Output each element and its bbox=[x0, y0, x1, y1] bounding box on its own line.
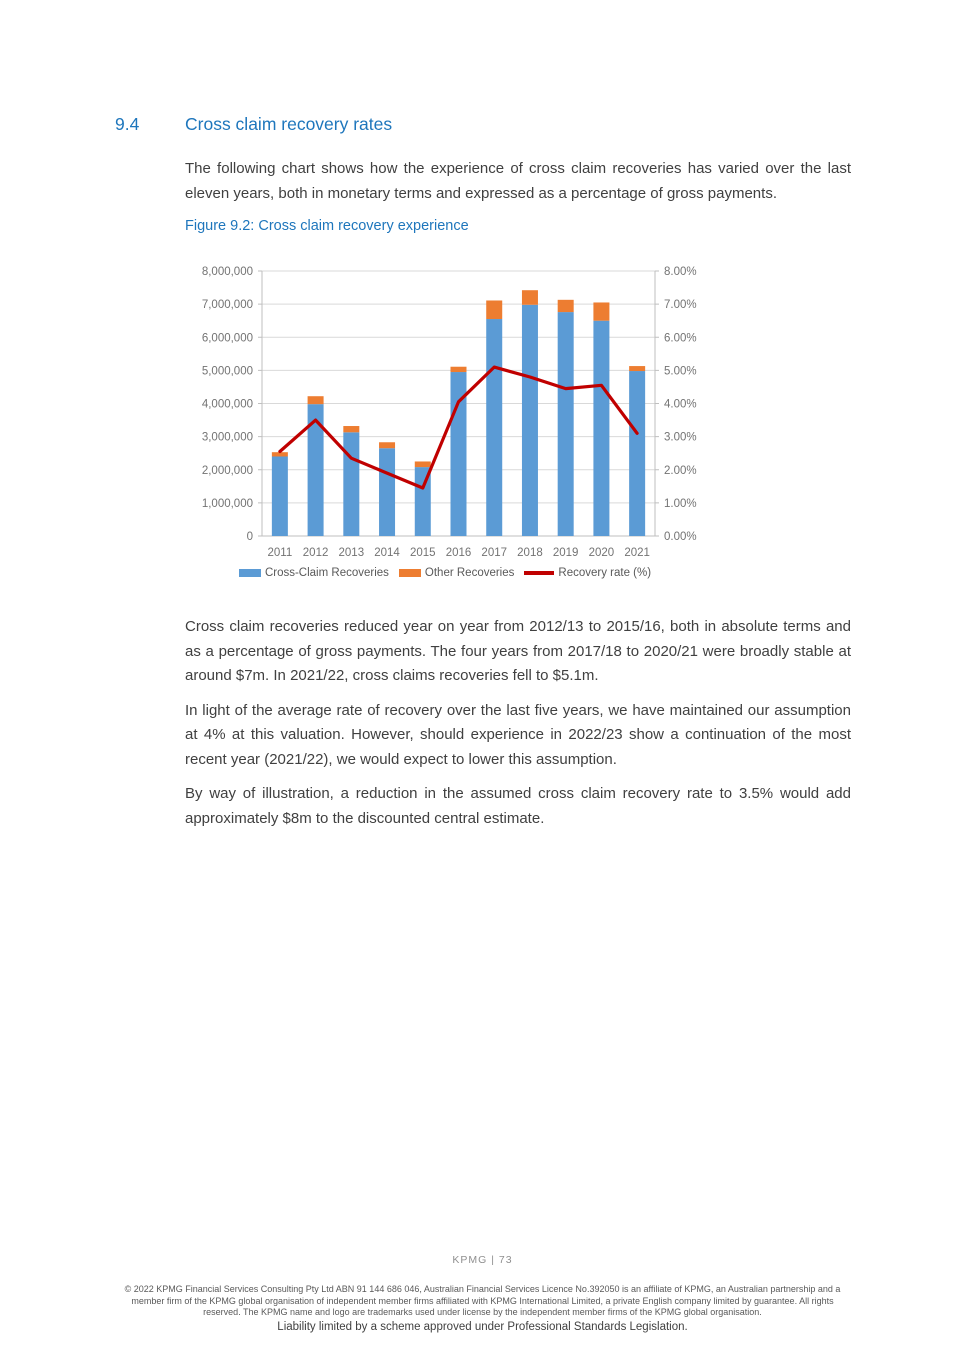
bar-other-2012 bbox=[308, 396, 324, 404]
right-axis-tick-label: 6.00% bbox=[664, 332, 697, 345]
footer-liability-text: Liability limited by a scheme approved under Professional Standards Legislation. bbox=[277, 1320, 688, 1333]
chart-legend bbox=[185, 567, 705, 579]
left-axis-tick-label: 8,000,000 bbox=[201, 266, 253, 278]
x-axis-label: 2015 bbox=[409, 547, 436, 559]
x-axis-label: 2014 bbox=[374, 547, 400, 559]
x-axis-label: 2019 bbox=[552, 547, 579, 559]
bar-cross-claim-2020 bbox=[593, 321, 609, 536]
body-paragraph-1: Cross claim recoveries reduced year on year from 2012/13 to 2015/16, both in absolute terms and as a percentage of gross payments. The four years from 2017/18 to 2020/21 were broadly stable at around $7m. In 2021/22, cross claims recoveries fell to $5.1m. bbox=[185, 618, 851, 684]
section-heading bbox=[115, 114, 392, 135]
right-axis-tick-label: 2.00% bbox=[664, 464, 697, 477]
legend-item-other bbox=[399, 567, 514, 579]
bar-other-2016 bbox=[451, 367, 467, 372]
left-axis-tick-label: 4,000,000 bbox=[201, 398, 253, 411]
left-axis-tick-label: 7,000,000 bbox=[201, 299, 253, 312]
body-paragraph-3: By way of illustration, a reduction in the assumed cross claim recovery rate to 3.5% would add approximately $8m to the discounted central estimate. bbox=[185, 785, 851, 827]
left-axis-tick-label: 5,000,000 bbox=[201, 365, 253, 378]
legend-swatch-other bbox=[399, 569, 421, 577]
x-axis-label: 2012 bbox=[302, 547, 329, 559]
x-axis-label: 2013 bbox=[338, 547, 365, 559]
right-axis-tick-label: 7.00% bbox=[664, 299, 697, 312]
legend-swatch-rate-line bbox=[524, 571, 554, 575]
body-copy bbox=[185, 615, 851, 841]
bar-cross-claim-2013 bbox=[343, 432, 359, 536]
left-axis-tick-label: 0 bbox=[246, 531, 253, 543]
bar-other-2021 bbox=[629, 366, 645, 371]
x-axis-label: 2011 bbox=[267, 547, 293, 559]
bar-cross-claim-2017 bbox=[486, 319, 502, 536]
right-axis-tick-label: 5.00% bbox=[664, 365, 697, 378]
left-axis-tick-label: 1,000,000 bbox=[201, 497, 253, 510]
legend-label-other: Other Recoveries bbox=[424, 567, 515, 579]
figure-chart bbox=[185, 255, 705, 567]
right-axis-tick-label: 1.00% bbox=[664, 497, 697, 510]
bar-other-2020 bbox=[593, 302, 609, 320]
legend-swatch-cross-claim bbox=[239, 569, 261, 577]
legend-label-cross-claim: Cross-Claim Recoveries bbox=[264, 567, 389, 579]
x-axis-label: 2017 bbox=[481, 547, 508, 559]
bar-cross-claim-2018 bbox=[522, 305, 538, 536]
bar-cross-claim-2014 bbox=[379, 448, 395, 536]
right-axis-tick-label: 4.00% bbox=[664, 398, 697, 411]
x-axis-label: 2018 bbox=[517, 547, 543, 559]
left-axis-tick-label: 2,000,000 bbox=[201, 464, 253, 477]
bar-other-2013 bbox=[343, 426, 359, 432]
bar-other-2019 bbox=[558, 300, 574, 312]
bar-cross-claim-2019 bbox=[558, 312, 574, 536]
left-axis-tick-label: 6,000,000 bbox=[201, 332, 253, 345]
section-number: 9.4 bbox=[115, 114, 140, 134]
figure-caption: Figure 9.2: Cross claim recovery experience bbox=[185, 218, 469, 234]
page-number: KPMG | 73 bbox=[452, 1254, 513, 1266]
legend-item-rate bbox=[524, 567, 651, 579]
right-axis-tick-label: 8.00% bbox=[664, 266, 697, 278]
page-footer bbox=[0, 1254, 965, 1333]
bar-other-2018 bbox=[522, 290, 538, 305]
x-axis-label: 2021 bbox=[624, 547, 650, 559]
x-axis-label: 2016 bbox=[445, 547, 472, 559]
intro-paragraph: The following chart shows how the experience of cross claim recoveries has varied over the last eleven years, both in monetary terms and expressed as a percentage of gross payments. bbox=[185, 160, 851, 202]
bar-other-2017 bbox=[486, 300, 502, 319]
body-paragraph-2: In light of the average rate of recovery over the last five years, we have maintained our assumption at 4% at this valuation. However, should experience in 2022/23 show a continuation of the most recent year (2021/22), we would expect to lower this assumption. bbox=[185, 701, 851, 768]
right-axis-tick-label: 3.00% bbox=[664, 431, 697, 444]
bar-cross-claim-2021 bbox=[629, 371, 645, 536]
bar-other-2015 bbox=[415, 461, 431, 467]
legend-label-rate: Recovery rate (%) bbox=[558, 567, 652, 579]
x-axis-label: 2020 bbox=[588, 547, 615, 559]
chart-svg bbox=[185, 255, 705, 567]
legend-item-cross-claim bbox=[239, 567, 389, 579]
footer-legal-text: © 2022 KPMG Financial Services Consulting Pty Ltd ABN 91 144 686 046, Australian Financial Services Licence No.392050 is an affiliate of KPMG, an Australian partnership and a member firm of the KPMG global organisation of independent member firms affiliated with KPMG International Limited, a private English company limited by guarantee. All rights reserved. The KPMG name and logo are trademarks used under license by the independent member firms of the KPMG global organisation. bbox=[124, 1284, 841, 1317]
bar-other-2014 bbox=[379, 442, 395, 448]
left-axis-tick-label: 3,000,000 bbox=[201, 431, 253, 444]
section-title: Cross claim recovery rates bbox=[185, 114, 393, 134]
right-axis-tick-label: 0.00% bbox=[664, 531, 697, 543]
bar-cross-claim-2011 bbox=[272, 457, 288, 537]
